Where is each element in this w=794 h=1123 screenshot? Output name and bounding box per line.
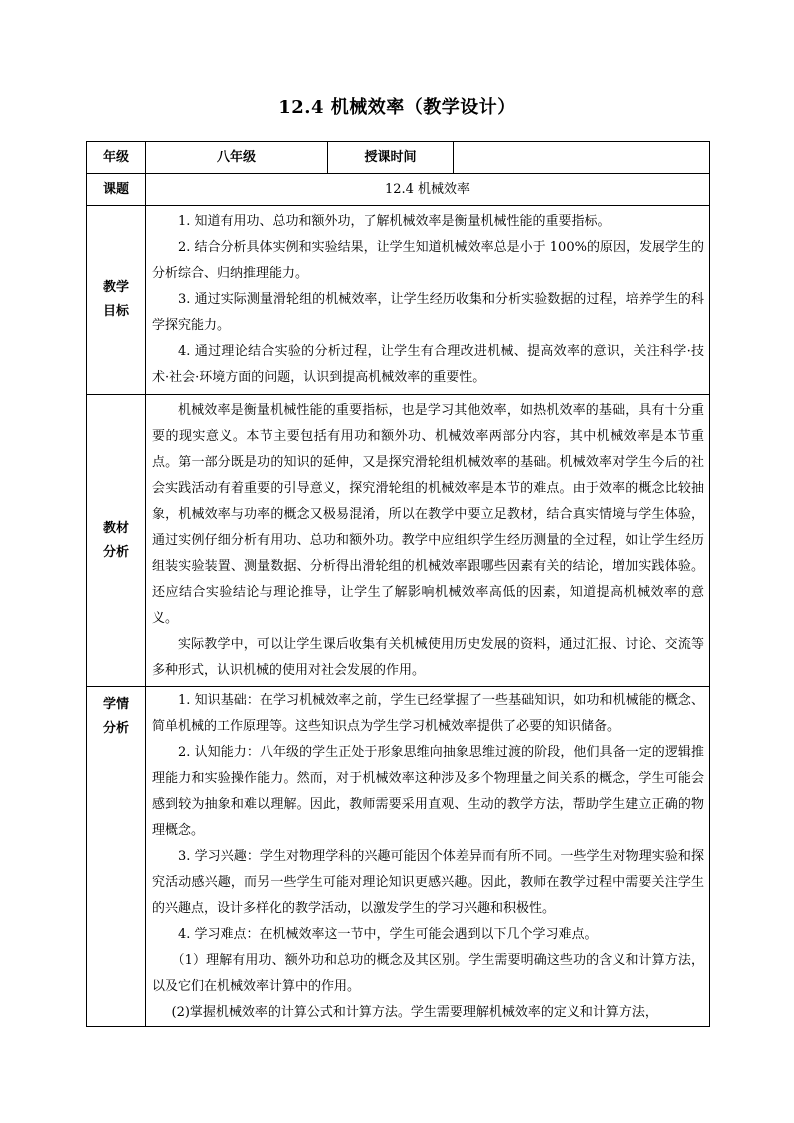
- objective-item: 2. 结合分析具体实例和实验结果，让学生知道机械效率总是小于 100%的原因，发展学生的分析综合、归纳推理能力。: [152, 240, 704, 281]
- student-analysis-row: [87, 687, 710, 1027]
- material-analysis-row: [87, 395, 710, 687]
- topic-value: 12.4 机械效率: [146, 174, 710, 206]
- objectives-row: [87, 206, 710, 395]
- material-analysis-label: [87, 395, 146, 687]
- topic-row: [87, 174, 710, 206]
- student-paragraph: 3. 学习兴趣：学生对物理学科的兴趣可能因个体差异而有所不同。一些学生对物理实验和探究活动感兴趣，而另一些学生可能对理论知识更感兴趣。因此，教师在教学过程中需要关注学生的兴趣点，设计多样化的教学活动，以激发学生的学习兴趣和积极性。: [152, 849, 704, 916]
- student-analysis-label-line2: 分析: [102, 721, 129, 736]
- objective-item: 3. 通过实际测量滑轮组的机械效率，让学生经历收集和分析实验数据的过程，培养学生的科学探究能力。: [152, 292, 704, 333]
- grade-value: 八年级: [146, 142, 328, 174]
- material-analysis-label-line1: 教材: [102, 520, 129, 536]
- student-paragraph: 4. 学习难点：在机械效率这一节中，学生可能会遇到以下几个学习难点。: [178, 927, 598, 942]
- student-analysis-label-line1: 学情: [102, 697, 129, 712]
- class-time-value: [454, 142, 710, 174]
- material-analysis-label-line2: 分析: [102, 544, 129, 560]
- class-time-label: 授课时间: [328, 142, 454, 174]
- objective-item: 1. 知道有用功、总功和额外功，了解机械效率是衡量机械性能的重要指标。: [178, 214, 611, 229]
- student-paragraph: 1. 知识基础：在学习机械效率之前，学生已经掌握了一些基础知识，如功和机械能的概念、简单机械的工作原理等。这些知识点为学生学习机械效率提供了必要的知识储备。: [152, 693, 704, 734]
- material-analysis-content: [146, 395, 710, 687]
- lesson-plan-table: [86, 141, 710, 1027]
- objectives-label: [87, 206, 146, 395]
- student-analysis-content: [146, 687, 710, 1027]
- topic-label: 课题: [87, 174, 146, 206]
- student-paragraph: 2. 认知能力：八年级的学生正处于形象思维向抽象思维过渡的阶段，他们具备一定的逻辑推理能力和实验操作能力。然而，对于机械效率这种涉及多个物理量之间关系的概念，学生可能会感到较为抽象和难以理解。因此，教师需要采用直观、生动的教学方法，帮助学生建立正确的物理概念。: [152, 745, 704, 838]
- grade-label: 年级: [87, 142, 146, 174]
- document-title: 12.4 机械效率（教学设计）: [278, 97, 516, 118]
- student-analysis-label: [87, 687, 146, 1027]
- student-paragraph: (2)掌握机械效率的计算公式和计算方法。学生需要理解机械效率的定义和计算方法，: [171, 1005, 658, 1020]
- objectives-label-line1: 教学: [102, 280, 129, 295]
- objectives-content: [146, 206, 710, 395]
- objectives-label-line2: 目标: [102, 304, 129, 319]
- material-paragraph: 机械效率是衡量机械性能的重要指标，也是学习其他效率，如热机效率的基础，具有十分重要的现实意义。本节主要包括有用功和额外功、机械效率两部分内容，其中机械效率是本节重点。第一部分既是功的知识的延伸，又是探究滑轮组机械效率的基础。机械效率对学生今后的社会实践活动有着重要的引导意义，探究滑轮组的机械效率是本节的难点。由于效率的概念比较抽象，机械效率与功率的概念又极易混淆，所以在教学中要立足教材，结合真实情境与学生体验，通过实例仔细分析有用功、总功和额外功。教学中应组织学生经历测量的全过程，如让学生经历组装实验装置、测量数据、分析得出滑轮组的机械效率跟哪些因素有关的结论，增加实践体验。还应结合实验结论与理论推导，让学生了解影响机械效率高低的因素，知道提高机械效率的意义。: [152, 402, 704, 626]
- objective-item: 4. 通过理论结合实验的分析过程，让学生有合理改进机械、提高效率的意识，关注科学·技术·社会·环境方面的问题，认识到提高机械效率的重要性。: [152, 344, 704, 385]
- grade-row: [87, 142, 710, 174]
- student-paragraph: （1）理解有用功、额外功和总功的概念及其区别。学生需要明确这些功的含义和计算方法，以及它们在机械效率计算中的作用。: [152, 953, 704, 994]
- material-paragraph: 实际教学中，可以让学生课后收集有关机械使用历史发展的资料，通过汇报、讨论、交流等多种形式，认识机械的使用对社会发展的作用。: [152, 636, 704, 678]
